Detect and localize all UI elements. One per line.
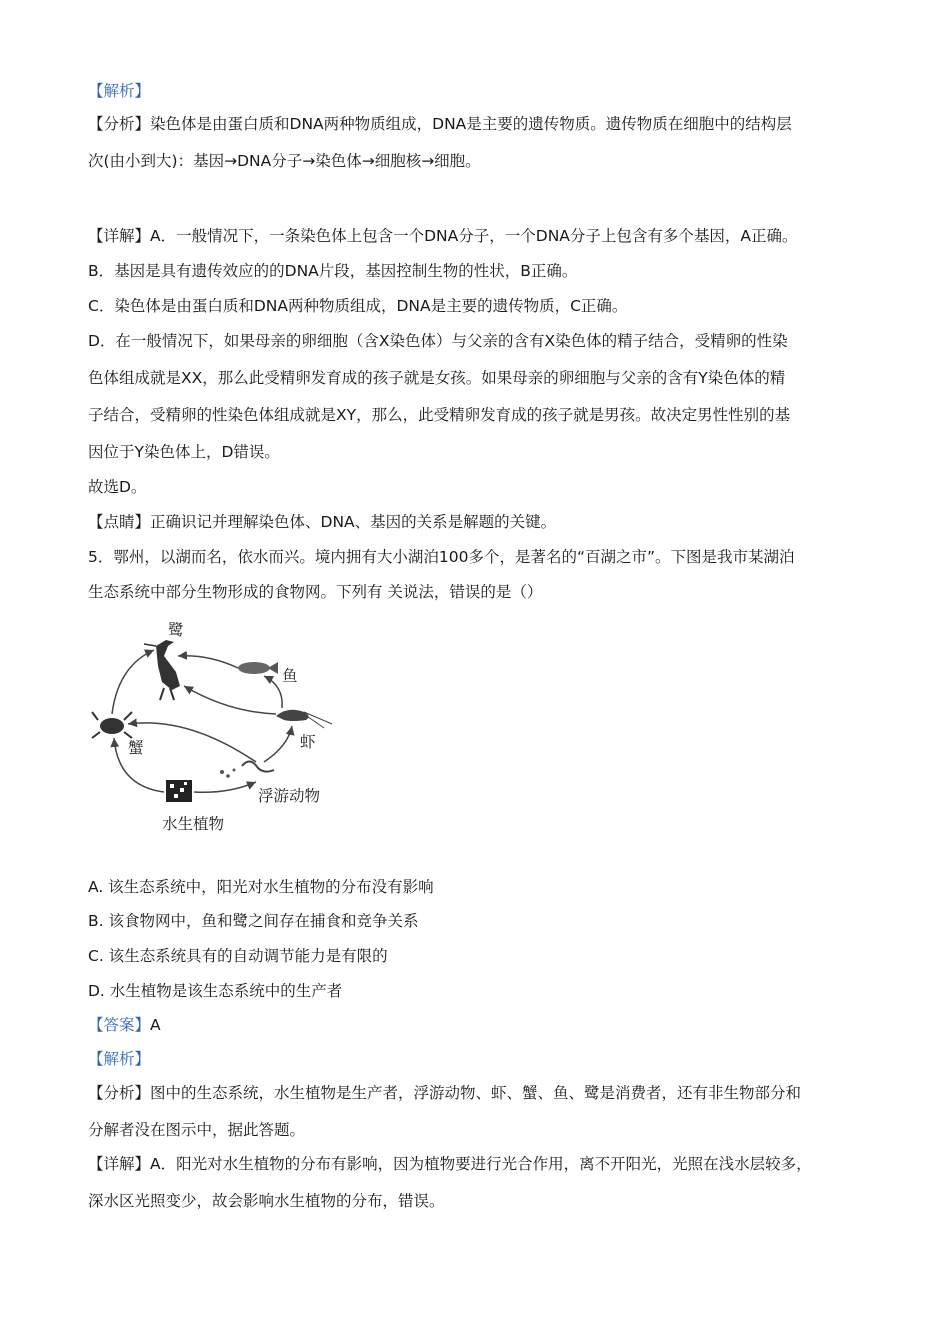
option-d: D. 水生植物是该生态系统中的生产者 (88, 982, 343, 1000)
dianjing-line (88, 511, 556, 533)
label-plants: 水生植物 (162, 815, 225, 833)
dianjing-tag: 【点睛】 (88, 513, 151, 531)
choose-line: 故选D。 (88, 478, 147, 496)
question-5-line-1: 5．鄂州，以湖而名，依水而兴。境内拥有大小湖泊100多个，是著名的“百湖之市”。下图是我市某湖泊 (88, 548, 795, 566)
xiangjie-b: B．基因是具有遗传效应的的DNA片段，基因控制生物的性状，B正确。 (88, 262, 578, 280)
label-fish: 鱼 (282, 667, 298, 685)
option-c: C. 该生态系统具有的自动调节能力是有限的 (88, 947, 388, 965)
xiangjie-q5-a-2: 深水区光照变少，故会影响水生植物的分布，错误。 (88, 1192, 445, 1210)
food-web-figure (88, 616, 348, 838)
jiexi-label: 【解析】 (88, 82, 151, 100)
fenxi-text-q5-1: 图中的生态系统，水生植物是生产者，浮游动物、虾、蟹、鱼、鹭是消费者，还有非生物部分和 (150, 1084, 802, 1102)
fenxi-tag: 【分析】 (88, 115, 151, 133)
shrimp-icon (276, 710, 332, 728)
xiangjie-tag: 【详解】 (88, 227, 151, 245)
xiangjie-d-2: 色体组成就是XX，那么此受精卵发育成的孩子就是女孩。如果母亲的卵细胞与父亲的含有Y染色体的精 (88, 369, 786, 387)
option-a: A. 该生态系统中，阳光对水生植物的分布没有影响 (88, 878, 434, 896)
arrow-plants-to-zooplankton (194, 782, 256, 792)
fenxi-line-q5-2: 分解者没在图示中，据此答题。 (88, 1121, 306, 1139)
question-5-line-2: 生态系统中部分生物形成的食物网。下列有 关说法，错误的是（） (88, 583, 543, 601)
answer-tag: 【答案】 (88, 1016, 151, 1034)
xiangjie-tag-q5: 【详解】 (88, 1155, 151, 1173)
heron-icon (144, 640, 180, 700)
label-zooplankton: 浮游动物 (258, 787, 321, 805)
aquatic-plant-icon (166, 780, 192, 802)
fenxi-line-2: 次(由小到大)：基因→DNA分子→染色体→细胞核→细胞。 (88, 152, 481, 170)
fenxi-tag-q5: 【分析】 (88, 1084, 151, 1102)
arrow-shrimp-to-fish (264, 676, 282, 708)
xiangjie-d-1: D．在一般情况下，如果母亲的卵细胞（含X染色体）与父亲的含有X染色体的精子结合，受精卵的性染 (88, 332, 788, 350)
answer-line (88, 1014, 161, 1036)
arrow-fish-to-heron (178, 656, 238, 668)
xiangjie-q5-a-text: A．阳光对水生植物的分布有影响，因为植物要进行光合作用，离不开阳光，光照在浅水层较多， (150, 1155, 812, 1173)
xiangjie-d-4: 因位于Y染色体上，D错误。 (88, 443, 280, 461)
xiangjie-d-3: 子结合，受精卵的性染色体组成就是XY，那么，此受精卵发育成的孩子就是男孩。故决定男性性别的基 (88, 406, 791, 424)
arrow-crab-to-heron (112, 650, 154, 714)
jiexi-label-2: 【解析】 (88, 1050, 151, 1068)
fenxi-text-1: 染色体是由蛋白质和DNA两种物质组成，DNA是主要的遗传物质。遗传物质在细胞中的结构层 (150, 115, 792, 133)
arrow-zooplankton-to-shrimp (264, 726, 292, 762)
xiangjie-a-text: A．一般情况下，一条染色体上包含一个DNA分子，一个DNA分子上包含有多个基因，A正确。 (150, 227, 798, 245)
fish-icon (238, 662, 278, 674)
label-crab: 蟹 (128, 739, 144, 757)
arrow-shrimp-to-heron (184, 686, 276, 714)
option-b: B. 该食物网中，鱼和鹭之间存在捕食和竞争关系 (88, 912, 419, 930)
zooplankton-icon (220, 761, 274, 777)
arrow-zooplankton-to-crab (128, 723, 256, 762)
answer-value: A (150, 1016, 161, 1034)
crab-icon (92, 712, 132, 738)
label-shrimp: 虾 (300, 733, 316, 751)
xiangjie-a (88, 225, 798, 247)
label-heron: 鹭 (168, 621, 184, 639)
xiangjie-c: C．染色体是由蛋白质和DNA两种物质组成，DNA是主要的遗传物质，C正确。 (88, 297, 628, 315)
fenxi-line-q5-1 (88, 1082, 801, 1104)
xiangjie-q5-a-1 (88, 1153, 812, 1175)
fenxi-line-1 (88, 113, 792, 135)
dianjing-text: 正确识记并理解染色体、DNA、基因的关系是解题的关键。 (150, 513, 557, 531)
